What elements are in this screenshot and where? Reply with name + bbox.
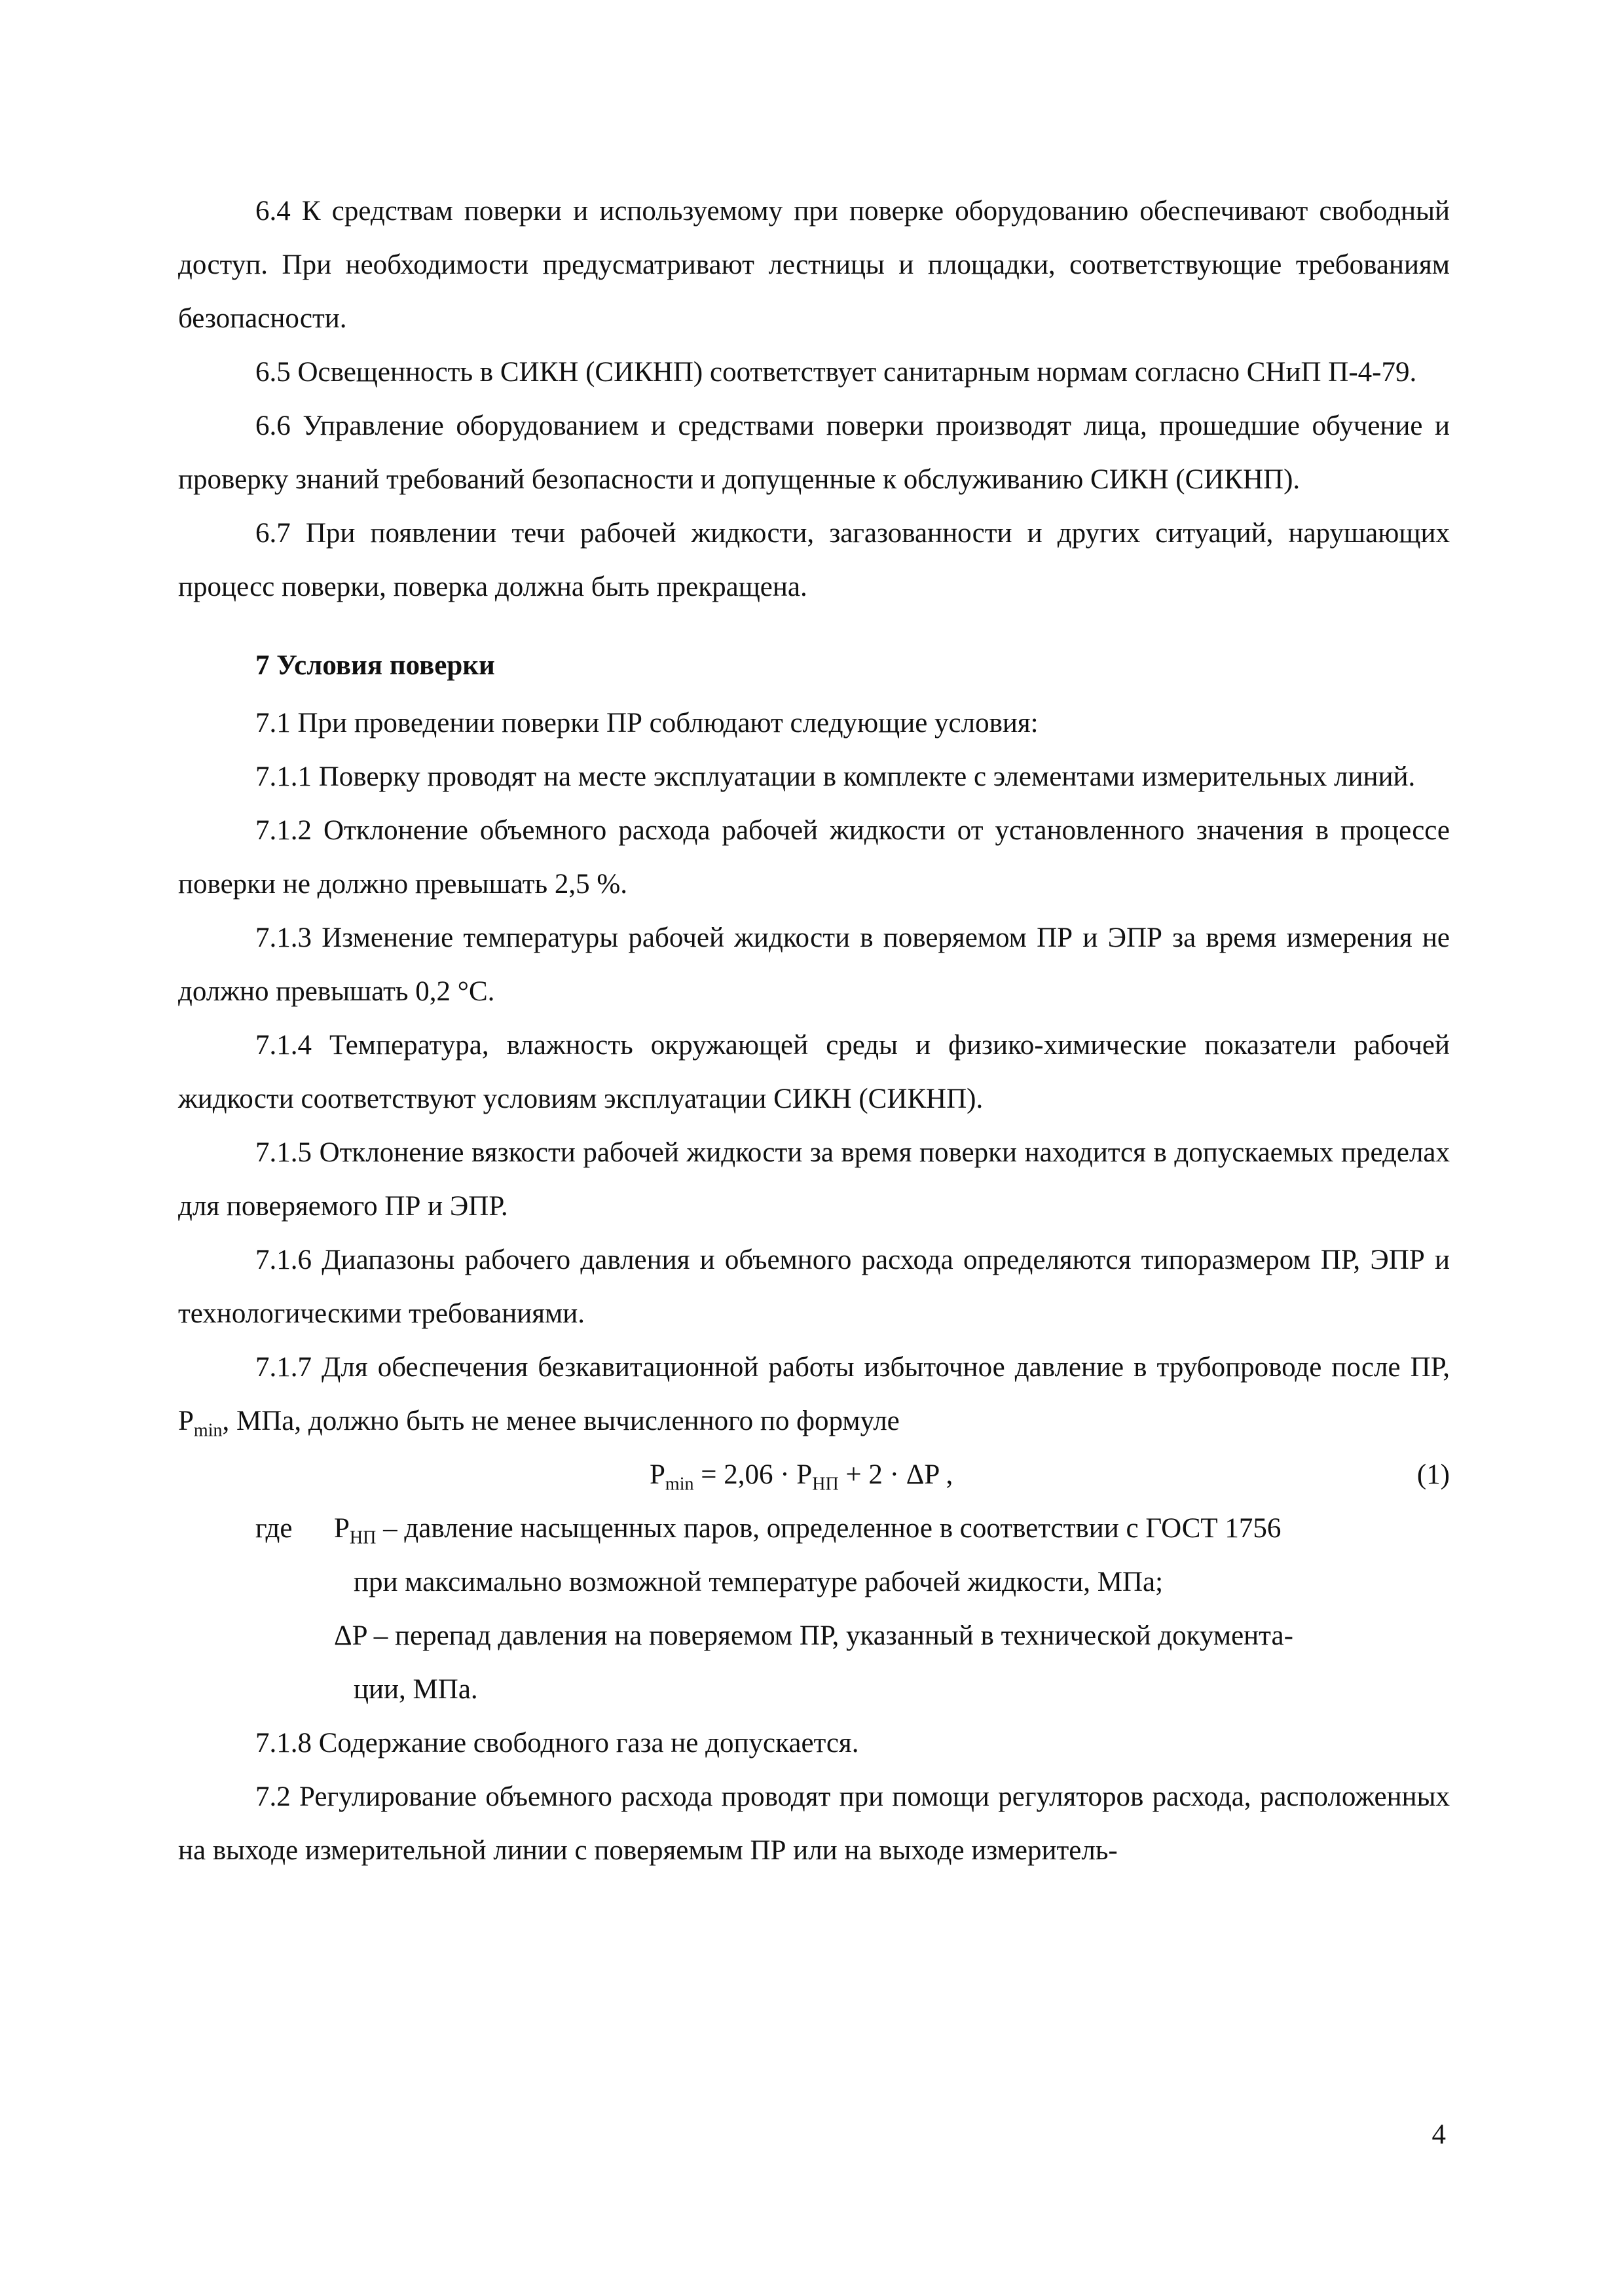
- def1-continuation: при максимально возможной температуре рабочей жидкости, МПа;: [354, 1567, 1164, 1597]
- formula-1: [650, 1448, 953, 1502]
- page-number: 4: [1431, 2119, 1446, 2150]
- p717-sub: min: [193, 1420, 223, 1441]
- formula-rhs: + 2 · ΔP ,: [838, 1459, 953, 1490]
- paragraph-7-1-4: 7.1.4 Температура, влажность окружающей среды и физико-химические показатели рабочей жидкости соответствуют условиям эксплуатации СИКН (СИКНП).: [178, 1030, 1450, 1114]
- paragraph-6-6: 6.6 Управление оборудованием и средствами поверки производят лица, прошедшие обучение и проверку знаний требований безопасности и допущенные к обслуживанию СИКН (СИКНП).: [178, 410, 1450, 495]
- where-word: где: [255, 1513, 293, 1544]
- equation-number: (1): [1416, 1459, 1450, 1490]
- paragraph-6-5: 6.5 Освещенность в СИКН (СИКНП) соответствует санитарным нормам согласно СНиП П-4-79.: [255, 357, 1417, 388]
- formula-mid-sub: НП: [812, 1474, 839, 1495]
- def1-symbol: P: [334, 1513, 350, 1544]
- page-content: [178, 185, 1450, 1878]
- paragraph-7-1-2: 7.1.2 Отклонение объемного расхода рабочей жидкости от установленного значения в процессе поверки не должно превышать 2,5 %.: [178, 815, 1450, 900]
- p717-before: 7.1.7 Для обеспечения безкавитационной работы избыточное давление в трубопроводе после ПР, P: [178, 1352, 1450, 1436]
- paragraph-7-2: 7.2 Регулирование объемного расхода проводят при помощи регуляторов расхода, расположенных на выходе измерительной линии с поверяемым ПР или на выходе измеритель-: [178, 1781, 1450, 1866]
- paragraph-7-1-7: [178, 1341, 1450, 1448]
- paragraph-7-1-8: 7.1.8 Содержание свободного газа не допускается.: [255, 1728, 859, 1758]
- formula-lhs-sub: min: [665, 1474, 694, 1495]
- def2-continuation: ции, МПа.: [354, 1674, 478, 1705]
- paragraph-6-7: 6.7 При появлении течи рабочей жидкости, загазованности и других ситуаций, нарушающих процесс поверки, поверка должна быть прекращена.: [178, 518, 1450, 602]
- paragraph-7-1-5: 7.1.5 Отклонение вязкости рабочей жидкости за время поверки находится в допускаемых пределах для поверяемого ПР и ЭПР.: [178, 1137, 1450, 1222]
- paragraph-7-1-1: 7.1.1 Поверку проводят на месте эксплуатации в комплекте с элементами измерительных линий.: [255, 761, 1416, 792]
- def1-symbol-sub: НП: [349, 1527, 377, 1548]
- formula-row: [178, 1448, 1450, 1502]
- paragraph-7-1: 7.1 При проведении поверки ПР соблюдают следующие условия:: [255, 708, 1039, 738]
- section-7-heading: 7 Условия поверки: [255, 650, 495, 681]
- where-block: [255, 1502, 1450, 1717]
- paragraph-6-4: 6.4 К средствам поверки и используемому при поверке оборудованию обеспечивают свободный доступ. При необходимости предусматривают лестницы и площадки, соответствующие требованиям безопасности.: [178, 196, 1450, 334]
- where-def-1: [255, 1502, 1450, 1609]
- formula-lhs: P: [650, 1459, 665, 1490]
- paragraph-7-1-6: 7.1.6 Диапазоны рабочего давления и объемного расхода определяются типоразмером ПР, ЭПР и технологическими требованиями.: [178, 1245, 1450, 1329]
- def1-text: – давление насыщенных паров, определенное в соответствии с ГОСТ 1756: [376, 1513, 1282, 1544]
- formula-middle: = 2,06 · P: [693, 1459, 813, 1490]
- p717-after: , МПа, должно быть не менее вычисленного по формуле: [222, 1406, 900, 1436]
- def2-text: ΔP – перепад давления на поверяемом ПР, указанный в технической документа-: [334, 1620, 1293, 1651]
- where-def-2: [255, 1609, 1450, 1717]
- paragraph-7-1-3: 7.1.3 Изменение температуры рабочей жидкости в поверяемом ПР и ЭПР за время измерения не должно превышать 0,2 °С.: [178, 922, 1450, 1007]
